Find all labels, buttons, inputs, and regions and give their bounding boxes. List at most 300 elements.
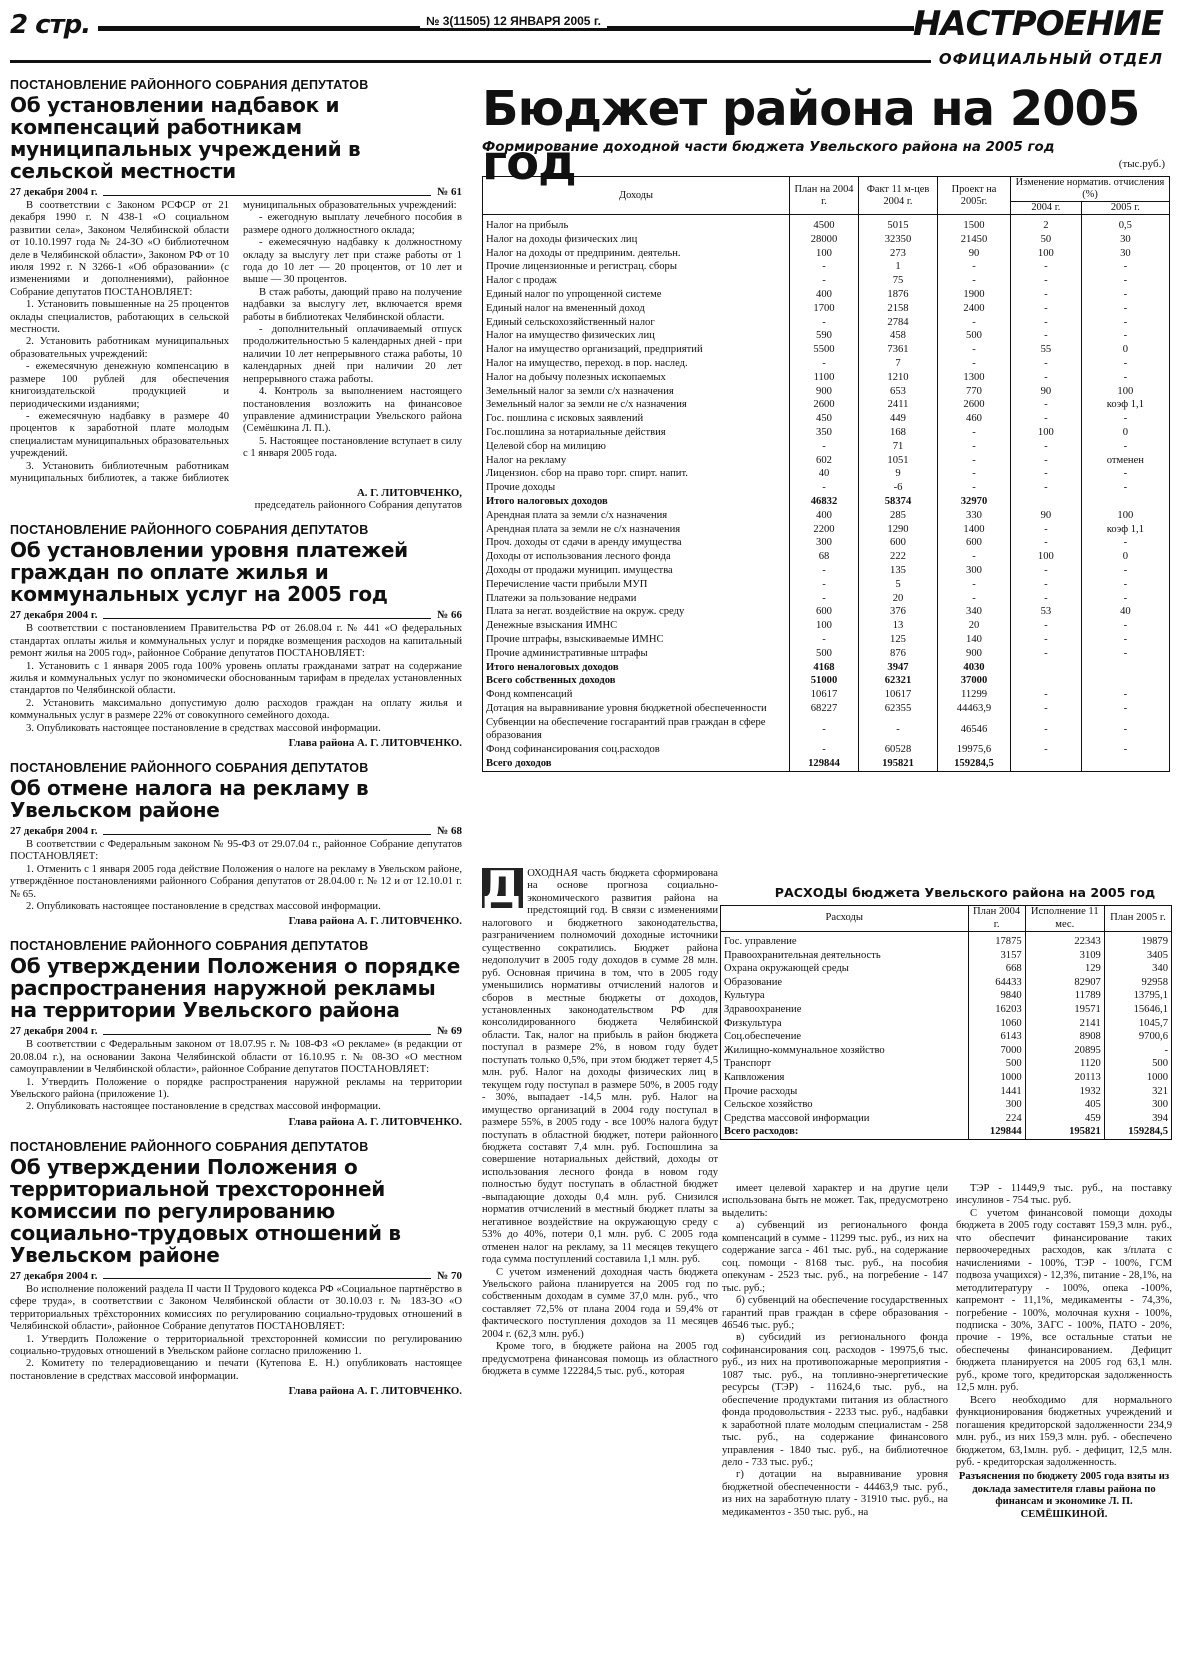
income-value: 2784 [859, 316, 938, 330]
income-value: 46832 [790, 495, 859, 509]
income-value: 602 [790, 454, 859, 468]
expense-row [721, 949, 1172, 963]
income-value: - [1081, 371, 1169, 385]
expense-item: Гос. управление [721, 932, 969, 949]
income-value: 500 [938, 329, 1011, 343]
income-value: 37000 [938, 674, 1011, 688]
decree-rule [103, 1028, 431, 1035]
income-row [483, 674, 1170, 688]
income-row [483, 215, 1170, 233]
income-row [483, 633, 1170, 647]
decree-body [10, 200, 462, 485]
income-item: Прочие административные штрафы [483, 647, 790, 661]
income-value: 71 [859, 440, 938, 454]
income-value: 2400 [938, 302, 1011, 316]
income-value: - [938, 578, 1011, 592]
income-value: - [938, 481, 1011, 495]
income-row [483, 702, 1170, 716]
expense-value: 300 [1104, 1098, 1171, 1112]
expense-header-name: Расходы [721, 906, 969, 932]
income-value: 62321 [859, 674, 938, 688]
income-value: 2158 [859, 302, 938, 316]
col3-paragraph: имеет целевой характер и на другие цели использована быть не может. Так, предусмотрено выделить: [722, 1183, 948, 1219]
income-value: - [1011, 467, 1082, 481]
expense-value: 13795,1 [1104, 989, 1171, 1003]
expense-value: 92958 [1104, 976, 1171, 990]
income-item: Земельный налог за земли с/х назначения [483, 385, 790, 399]
income-row [483, 592, 1170, 606]
col4-paragraph: ТЭР - 11449,9 тыс. руб., на поставку инсулинов - 754 тыс. руб. [956, 1183, 1172, 1207]
issue-line: № 3(11505) 12 ЯНВАРЯ 2005 г. [420, 14, 607, 28]
income-value: - [1011, 647, 1082, 661]
income-value: 53 [1011, 605, 1082, 619]
decree-signature: А. Г. ЛИТОВЧЕНКО, [357, 487, 462, 500]
income-value: - [938, 316, 1011, 330]
decree-paragraph: 2. Опубликовать настоящее постановление в средствах массовой информации. [26, 901, 381, 913]
decree-number: № 70 [437, 1269, 462, 1282]
income-value: 876 [859, 647, 938, 661]
income-value: 1900 [938, 288, 1011, 302]
income-value: - [938, 260, 1011, 274]
decree-paragraph: 3. Установить библиотечным работникам муниципальных библиотек, а также библиотек муниципальных образовательных учреждений: [10, 200, 457, 484]
income-value: 449 [859, 412, 938, 426]
income-row [483, 536, 1170, 550]
income-header-change: Изменение норматив. отчисления (%) [1011, 177, 1170, 202]
income-value: - [1081, 702, 1169, 716]
income-value: - [1011, 357, 1082, 371]
income-row [483, 716, 1170, 744]
col3-paragraph: г) дотации на выравнивание уровня бюджетной обеспеченности - 44463,9 тыс. руб., из них на заработную плату - 31910 тыс. руб., на медикаментоз - 350 тыс. руб., на [722, 1469, 948, 1518]
income-item: Налог на имущество организаций, предприятий [483, 343, 790, 357]
decree-date: 27 декабря 2004 г. [10, 186, 98, 198]
income-value: 75 [859, 274, 938, 288]
income-value: 2600 [938, 398, 1011, 412]
decree-date: 27 декабря 2004 г. [10, 1269, 98, 1282]
income-row [483, 274, 1170, 288]
income-row [483, 757, 1170, 771]
decree-paragraph: 1. Установить с 1 января 2005 года 100% уровень оплаты гражданами затрат на содержание жилья и коммунальных услуг по экономически обоснованным тарифам в пределах установленных стандартов по Челябинской области. [10, 660, 462, 697]
income-value: 10617 [859, 688, 938, 702]
expense-item: Соц.обеспечение [721, 1030, 969, 1044]
expense-value: 82907 [1025, 976, 1104, 990]
expense-value: 129 [1025, 962, 1104, 976]
income-value: 5015 [859, 215, 938, 233]
income-value [1011, 495, 1082, 509]
income-value: отменен [1081, 454, 1169, 468]
income-value: 5500 [790, 343, 859, 357]
income-value: - [790, 274, 859, 288]
income-row [483, 440, 1170, 454]
income-row [483, 647, 1170, 661]
income-value: 125 [859, 633, 938, 647]
decree-meta [10, 609, 462, 621]
income-value: 400 [790, 288, 859, 302]
expense-value: 3157 [968, 949, 1025, 963]
income-value: 55 [1011, 343, 1082, 357]
expense-header-plan2004: План 2004 г. [968, 906, 1025, 932]
income-value: 2600 [790, 398, 859, 412]
budget-text-col4 [956, 1183, 1172, 1668]
income-value: 4030 [938, 661, 1011, 675]
income-value: - [1011, 633, 1082, 647]
expense-item: Здравоохранение [721, 1003, 969, 1017]
income-value: 21450 [938, 233, 1011, 247]
expense-value: 22343 [1025, 932, 1104, 949]
col3-paragraph: а) субвенций из регионального фонда компенсаций в сумме - 11299 тыс. руб., из них на содержание загса - 461 тыс. руб., на содержание соц. помощи - 8168 тыс. руб., на пособия опекунам - 2523 тыс. руб., на погребение - 147 тыс. руб.; [722, 1220, 948, 1294]
expense-value: 500 [968, 1057, 1025, 1071]
income-value: 100 [790, 247, 859, 261]
income-value: - [790, 357, 859, 371]
income-row [483, 605, 1170, 619]
dropcap: Д [482, 868, 522, 913]
expense-value: 2141 [1025, 1017, 1104, 1031]
expense-item: Средства массовой информации [721, 1112, 969, 1126]
decree-signature: Глава района А. Г. ЛИТОВЧЕНКО. [288, 1385, 462, 1398]
income-item: Всего собственных доходов [483, 674, 790, 688]
expense-value: 321 [1104, 1085, 1171, 1099]
expense-value: 9700,6 [1104, 1030, 1171, 1044]
budget-text-col3 [722, 1183, 948, 1668]
income-value: 9 [859, 467, 938, 481]
expense-value: 129844 [968, 1125, 1025, 1139]
expense-value: - [1104, 1044, 1171, 1058]
income-subtitle: Формирование доходной части бюджета Увельского района на 2005 год [482, 140, 1055, 155]
income-value: 458 [859, 329, 938, 343]
expense-value: 394 [1104, 1112, 1171, 1126]
income-row [483, 412, 1170, 426]
income-value: 168 [859, 426, 938, 440]
decree-kicker: ПОСТАНОВЛЕНИЕ РАЙОННОГО СОБРАНИЯ ДЕПУТАТОВ [10, 523, 369, 538]
income-value: - [1081, 357, 1169, 371]
income-value: 44463,9 [938, 702, 1011, 716]
decree-date: 27 декабря 2004 г. [10, 825, 98, 837]
income-value [1081, 495, 1169, 509]
income-value: 300 [938, 564, 1011, 578]
income-value: 900 [790, 385, 859, 399]
income-value: 4168 [790, 661, 859, 675]
decree-paragraph: 1. Утвердить Положение о порядке распространения наружной рекламы на территории Увельского района (приложение 1). [10, 1076, 462, 1101]
decree-rule [103, 828, 431, 835]
income-value: - [938, 454, 1011, 468]
income-row [483, 385, 1170, 399]
expense-table [720, 905, 1172, 1140]
decree-paragraph: В соответствии с Федеральным законом № 95-ФЗ от 29.07.04 г., районное Собрание депутатов ПОСТАНОВЛЯЕТ: [10, 839, 462, 863]
expense-item: Охрана окружающей среды [721, 962, 969, 976]
expense-value: 224 [968, 1112, 1025, 1126]
income-value: 460 [938, 412, 1011, 426]
income-value: 3947 [859, 661, 938, 675]
narrative-paragraph: Кроме того, в бюджете района на 2005 год предусмотрена финансовая помощь из областного бюджета в сумме 122284,5 тыс. руб., которая [482, 1341, 718, 1378]
expense-value: 19571 [1025, 1003, 1104, 1017]
income-table [482, 176, 1170, 772]
income-value: - [1011, 316, 1082, 330]
income-value: 222 [859, 550, 938, 564]
income-item: Налог на добычу полезных ископаемых [483, 371, 790, 385]
expense-item: Жилищно-коммунальное хозяйство [721, 1044, 969, 1058]
income-value: 30 [1081, 233, 1169, 247]
income-value: - [790, 440, 859, 454]
expense-value: 159284,5 [1104, 1125, 1171, 1139]
budget-narrative [482, 868, 718, 1668]
income-value: - [1081, 481, 1169, 495]
income-item: Целевой сбор на милицию [483, 440, 790, 454]
decree-meta [10, 1270, 462, 1282]
income-value: 4500 [790, 215, 859, 233]
income-value: - [1011, 302, 1082, 316]
income-value: - [938, 426, 1011, 440]
income-value: 1400 [938, 523, 1011, 537]
expense-value: 17875 [968, 932, 1025, 949]
expense-value: 405 [1025, 1098, 1104, 1112]
income-item: Налог на рекламу [483, 454, 790, 468]
income-row [483, 426, 1170, 440]
income-value: - [1081, 633, 1169, 647]
income-value: 30 [1081, 247, 1169, 261]
income-row [483, 343, 1170, 357]
income-value: - [790, 260, 859, 274]
income-value [1011, 674, 1082, 688]
expense-value: 9840 [968, 989, 1025, 1003]
expense-value: 16203 [968, 1003, 1025, 1017]
expense-value: 3109 [1025, 949, 1104, 963]
expense-item: Физкультура [721, 1017, 969, 1031]
expense-row [721, 1030, 1172, 1044]
decree-signature: Глава района А. Г. ЛИТОВЧЕНКО. [288, 1115, 462, 1128]
decree-paragraph: 2. Опубликовать настоящее постановление в средствах массовой информации. [26, 1101, 381, 1113]
income-value: коэф 1,1 [1081, 523, 1169, 537]
expense-value: 20113 [1025, 1071, 1104, 1085]
income-value: 90 [1011, 509, 1082, 523]
income-value: 600 [938, 536, 1011, 550]
income-value: - [1011, 619, 1082, 633]
income-value: - [1081, 619, 1169, 633]
income-item: Гос.пошлина за нотариальные действия [483, 426, 790, 440]
income-item: Проч. доходы от сдачи в аренду имущества [483, 536, 790, 550]
expense-row [721, 1112, 1172, 1126]
income-value: - [1011, 440, 1082, 454]
income-row [483, 454, 1170, 468]
budget-source-note: Разъяснения по бюджету 2005 года взяты из доклада заместителя главы района по финансам и экономике Л. П. СЕМЁШКИНОЙ. [958, 1471, 1170, 1520]
expense-item: Прочие расходы [721, 1085, 969, 1099]
income-value: - [790, 578, 859, 592]
income-value: 62355 [859, 702, 938, 716]
income-item: Всего доходов [483, 757, 790, 771]
income-row [483, 509, 1170, 523]
expense-row [721, 1085, 1172, 1099]
expense-value: 11789 [1025, 989, 1104, 1003]
decree-paragraph: - ежемесячную надбавку в размере 40 процентов к заработной плате молодым специалистам муниципальных образовательных учреждений. [10, 410, 229, 460]
decree-meta [10, 186, 462, 198]
income-item: Субвенции на обеспечение госгарантий прав граждан в сфере образования [483, 716, 790, 744]
decree-paragraph: В стаж работы, дающий право на получение надбавки за выслугу лет, включается время работы в библиотеках Челябинской области. [243, 286, 462, 323]
decree [10, 939, 462, 1127]
income-row [483, 467, 1170, 481]
income-row [483, 523, 1170, 537]
decree-number: № 68 [437, 825, 462, 837]
decree-paragraph: В соответствии с Федеральным законом от 18.07.95 г. № 108-ФЗ «О рекламе» (в редакции от 20.08.04 г.), на основании Закона Челябинской области от 16.10.95 г. № 08-ЗО «О местном самоуправлении в Челябинской области», районное Собрание депутатов ПОСТАНОВЛЯЕТ: [10, 1039, 462, 1076]
income-value: - [1081, 260, 1169, 274]
decree-title: Об установлении надбавок и компенсаций работникам муниципальных учреждений в сельской местности [10, 93, 361, 183]
income-value: - [790, 564, 859, 578]
income-value [1011, 661, 1082, 675]
income-value: - [1081, 564, 1169, 578]
income-value [1081, 674, 1169, 688]
income-value: 0,5 [1081, 215, 1169, 233]
income-value: 300 [790, 536, 859, 550]
income-value: 40 [1081, 605, 1169, 619]
income-value: - [790, 716, 859, 744]
decrees-column [10, 78, 462, 1668]
decree-paragraph: 5. Настоящее постановление вступает в силу с 1 января 2005 года. [243, 435, 462, 460]
income-value: 1 [859, 260, 938, 274]
expense-value: 7000 [968, 1044, 1025, 1058]
decree-body [10, 1039, 462, 1113]
expense-value: 20895 [1025, 1044, 1104, 1058]
income-value: - [938, 343, 1011, 357]
income-header-fact11: Факт 11 м-цев 2004 г. [859, 177, 938, 215]
income-value: 32350 [859, 233, 938, 247]
income-value: 46546 [938, 716, 1011, 744]
income-value: 20 [859, 592, 938, 606]
income-item: Прочие лицензионные и регистрац. сборы [483, 260, 790, 274]
income-value: - [790, 743, 859, 757]
income-value: - [938, 467, 1011, 481]
decree-kicker: ПОСТАНОВЛЕНИЕ РАЙОННОГО СОБРАНИЯ ДЕПУТАТОВ [10, 761, 369, 775]
expense-value: 3405 [1104, 949, 1171, 963]
income-value: 20 [938, 619, 1011, 633]
income-value: - [1081, 716, 1169, 744]
income-item: Гос. пошлина с исковых заявлений [483, 412, 790, 426]
expense-value: 1441 [968, 1085, 1025, 1099]
income-value: 51000 [790, 674, 859, 688]
income-item: Дотация на выравнивание уровня бюджетной обеспеченности [483, 702, 790, 716]
expense-row [721, 1125, 1172, 1139]
income-item: Платежи за пользование недрами [483, 592, 790, 606]
expense-value: 1120 [1025, 1057, 1104, 1071]
expense-row [721, 989, 1172, 1003]
col3-paragraph: б) субвенций на обеспечение государственных гарантий прав граждан в сфере образования - 46546 тыс. руб.; [722, 1295, 948, 1331]
budget-title: Бюджет района на 2005 год [482, 81, 1140, 191]
expense-item: Правоохранительная деятельность [721, 949, 969, 963]
income-value: 285 [859, 509, 938, 523]
income-value: - [1011, 743, 1082, 757]
income-value: - [1081, 688, 1169, 702]
income-value: 40 [790, 467, 859, 481]
income-value [1081, 757, 1169, 771]
income-item: Налог на прибыль [483, 215, 790, 233]
income-value: - [1081, 412, 1169, 426]
expense-item: Сельское хозяйство [721, 1098, 969, 1112]
expense-value: 1000 [1104, 1071, 1171, 1085]
decree [10, 78, 462, 511]
income-value: - [1081, 316, 1169, 330]
income-value: 100 [1011, 550, 1082, 564]
decree-paragraph: - ежемесячную денежную компенсацию в размере 100 рублей для обеспечения книгоиздательской продукцией и периодическими изданиями; [10, 361, 229, 410]
decree-paragraph: В соответствии с постановлением Правительства РФ от 26.08.04 г. № 441 «О федеральных стандартах оплаты жилья и коммунальных услуг и порядке возмещения расходов на капитальный ремонт жилья на 2005 год», районное Собрание депутатов ПОСТАНОВЛЯЕТ: [10, 623, 462, 660]
expense-value: 19879 [1104, 932, 1171, 949]
income-row [483, 329, 1170, 343]
section-rule [10, 60, 968, 63]
income-value: 600 [790, 605, 859, 619]
income-item: Плата за негат. воздействие на окруж. среду [483, 605, 790, 619]
income-value: - [1011, 523, 1082, 537]
income-value: - [1081, 592, 1169, 606]
expense-item: Культура [721, 989, 969, 1003]
decree-paragraph: - дополнительный оплачиваемый отпуск продолжительностью 5 календарных дней - при наличии 10 лет непрерывного стажа работы, 10 календарных дней при наличии 20 лет непрерывного стажа работы. [243, 324, 462, 385]
expense-value: 1045,7 [1104, 1017, 1171, 1031]
income-item: Фонд компенсаций [483, 688, 790, 702]
decree-paragraph: Во исполнение положений раздела II части II Трудового кодекса РФ «Социальное партнёрство в сфере труда», в соответствии с Законом Челябинской области от 30.10.03 г. № 183-ЗО «О территориальных трёхсторонних комиссиях по регулированию социально-трудовых отношений в Челябинской области», районное Собрание депутатов ПОСТАНОВЛЯЕТ: [10, 1283, 462, 1333]
income-value: 195821 [859, 757, 938, 771]
income-value: 590 [790, 329, 859, 343]
income-value: - [1011, 716, 1082, 744]
income-value: 100 [1011, 247, 1082, 261]
income-value: 400 [790, 509, 859, 523]
income-value: 273 [859, 247, 938, 261]
income-value: 1100 [790, 371, 859, 385]
income-item: Налог на имущество физических лиц [483, 329, 790, 343]
decree-paragraph: 2. Комитету по телерадиовещанию и печати (Кутепова Е. Н.) опубликовать настоящее постановление в средствах массовой информации. [10, 1358, 462, 1382]
income-header-plan2004: План на 2004 г. [790, 177, 859, 215]
income-value: 5 [859, 578, 938, 592]
income-value: - [1081, 578, 1169, 592]
income-row [483, 398, 1170, 412]
income-value: - [1081, 467, 1169, 481]
income-value: 0 [1081, 426, 1169, 440]
decree-title: Об установлении уровня платежей граждан по оплате жилья и коммунальных услуг на 2005 год [10, 538, 408, 607]
expense-item: Образование [721, 976, 969, 990]
income-item: Налог с продаж [483, 274, 790, 288]
income-value: - [938, 440, 1011, 454]
income-value: 100 [1081, 509, 1169, 523]
expense-item: Транспорт [721, 1057, 969, 1071]
expense-item: Всего расходов: [721, 1125, 969, 1139]
decree-paragraph: 1. Отменить с 1 января 2005 года действие Положения о налоге на рекламу в Увельском районе, утверждённое постановлениями районного Собрания депутатов от 28.04.00 г. № 12 и от 12.10.01 г. № 65. [10, 863, 462, 900]
decree-number: № 61 [437, 186, 462, 198]
income-value: 7 [859, 357, 938, 371]
decree-body [10, 839, 462, 913]
income-value: 770 [938, 385, 1011, 399]
expense-value: 668 [968, 962, 1025, 976]
income-value: 68227 [790, 702, 859, 716]
income-value: - [1011, 412, 1082, 426]
income-item: Единый сельскохозяйственный налог [483, 316, 790, 330]
income-value: 68 [790, 550, 859, 564]
expense-value: 1060 [968, 1017, 1025, 1031]
income-row [483, 233, 1170, 247]
income-item: Налог на имущество, переход. в пор. наслед. [483, 357, 790, 371]
income-value: 11299 [938, 688, 1011, 702]
decree [10, 523, 462, 749]
income-value [1081, 661, 1169, 675]
decree [10, 761, 462, 927]
income-value: 1210 [859, 371, 938, 385]
income-value: - [1011, 288, 1082, 302]
income-value: 100 [1081, 385, 1169, 399]
income-item: Лицензион. сбор на право торг. спирт. напит. [483, 467, 790, 481]
income-value: - [1081, 743, 1169, 757]
income-value: 28000 [790, 233, 859, 247]
expense-row [721, 976, 1172, 990]
income-value: - [1081, 647, 1169, 661]
decree-paragraph: 2. Установить работникам муниципальных образовательных учреждений: [10, 336, 229, 360]
income-item: Прочие штрафы, взыскиваемые ИМНС [483, 633, 790, 647]
expense-row [721, 962, 1172, 976]
income-row [483, 260, 1170, 274]
income-item: Итого неналоговых доходов [483, 661, 790, 675]
decree-kicker: ПОСТАНОВЛЕНИЕ РАЙОННОГО СОБРАНИЯ ДЕПУТАТОВ [10, 78, 369, 92]
income-value: 2200 [790, 523, 859, 537]
